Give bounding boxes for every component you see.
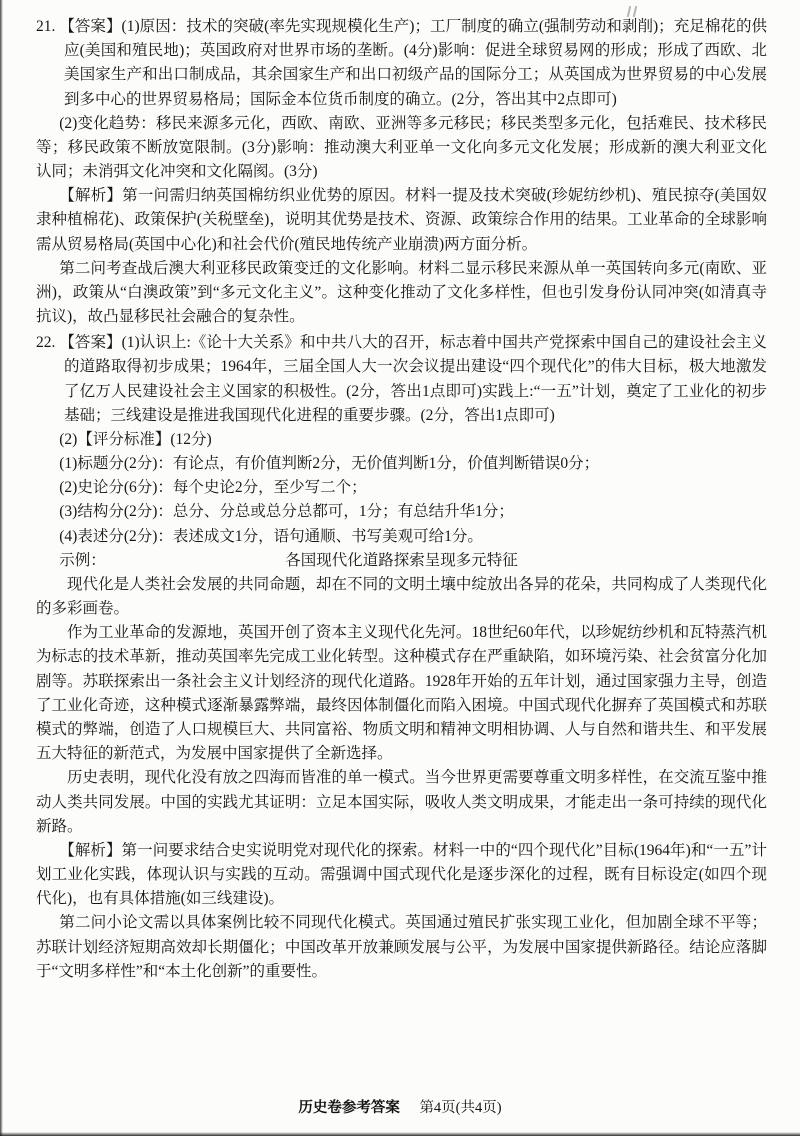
paragraph-text: (4)表述分(2分)：表述成文1分，语句通顺、书写美观可给1分。 — [59, 527, 483, 545]
answer-paragraph — [36, 525, 767, 549]
scan-edge-artifact-left — [0, 0, 3, 1136]
question-number: 22. — [36, 334, 56, 352]
answer-paragraph — [36, 911, 767, 984]
answer-paragraph — [36, 184, 767, 257]
paragraph-text: (3)结构分(2分)：总分、分总或总分总都可，1分；有总结升华1分； — [59, 503, 514, 521]
paragraph-text: 现代化是人类社会发展的共同命题，却在不同的文明土壤中绽放出各异的花朵，共同构成了人类现代化的多彩画卷。 — [36, 575, 767, 618]
answer-paragraph — [36, 839, 767, 912]
paragraph-text: 【答案】(1)认识上:《论十大关系》和中共八大的召开，标志着中国共产党探索中国自己的建设社会主义的道路取得初步成果；1964年，三届全国人大一次会议提出建设“四个现代化”的伟大目标，极大地激发了亿万人民建设社会主义国家的积极性。(2分，答出1点即可)实践上:“一五”计划，奠定了工业化的初步基础；三线建设是推进我国现代化进程的重要步骤。(2分，答出1点即可) — [59, 334, 767, 424]
answer-paragraph — [36, 112, 767, 185]
scan-edge-artifact-bottom — [0, 1132, 800, 1136]
paragraph-text: 第二问考查战后澳大利亚移民政策变迁的文化影响。材料二显示移民来源从单一英国转向多元(南欧、亚洲)，政策从“白澳政策”到“多元文化主义”。这种变化推动了文化多样性，但也引发身份认同冲突(如清真寺抗议)，故凸显移民社会融合的复杂性。 — [36, 259, 767, 326]
paragraph-text: (2)史论分(6分)：每个史论2分，至少写二个； — [59, 479, 367, 497]
answer-paragraph — [36, 452, 767, 476]
paragraph-text: 第二问小论文需以具体案例比较不同现代化模式。英国通过殖民扩张实现工业化，但加剧全球不平等；苏联计划经济短期高效却长期僵化；中国改革开放兼顾发展与公平，为发展中国家提供新路径。结论应落脚于“文明多样性”和“本土化创新”的重要性。 — [36, 914, 767, 980]
paragraph-text: (1)标题分(2分)：有论点，有价值判断2分，无价值判断1分，价值判断错误0分； — [59, 455, 600, 473]
paragraph-text: 作为工业革命的发源地，英国开创了资本主义现代化先河。18世纪60年代，以珍妮纺纱机和瓦特蒸汽机为标志的技术革新，推动英国率先完成工业化转型。这种模式存在严重缺陷，如环境污染、社会贫富分化加剧等。苏联探索出一条社会主义计划经济的现代化道路。1928年开始的五年计划，通过国家强力主导，创造了工业化奇迹，这种模式逐渐暴露弊端，最终因体制僵化而陷入困境。中国式现代化摒弃了英国模式和苏联模式的弊端，创造了人口规模巨大、共同富裕、物质文明和精神文明相协调、人与自然和谐共生、和平发展五大特征的新范式，为发展中国家提供了全新选择。 — [36, 624, 767, 763]
answer-paragraph — [36, 257, 767, 330]
answer-key-content — [36, 13, 767, 984]
footer-page-number: 第4页(共4页) — [419, 1100, 502, 1116]
answer-paragraph — [36, 766, 767, 839]
paragraph-text: (2)变化趋势：移民来源多元化，西欧、南欧、亚洲等多元移民；移民类型多元化，包括难民、技术移民等；移民政策不断放宽限制。(3分)影响：推动澳大利亚单一文化向多元文化发展；形成新的澳大利亚文化认同；未消弭文化冲突和文化隔阂。(3分) — [36, 114, 767, 181]
answer-paragraph — [36, 549, 767, 573]
answer-paragraph — [36, 331, 767, 428]
answer-paragraph — [36, 428, 767, 452]
answer-paragraph — [36, 621, 767, 766]
answer-paragraph — [36, 573, 767, 621]
example-label: 示例： — [59, 551, 106, 569]
paragraph-text: 各国现代化道路探索呈现多元特征 — [285, 551, 518, 569]
footer-paper-title: 历史卷参考答案 — [298, 1100, 400, 1116]
paragraph-text: (2)【评分标准】(12分) — [59, 430, 212, 448]
paragraph-text: 【答案】(1)原因：技术的突破(率先实现规模化生产)；工厂制度的确立(强制劳动和剥削)；充足棉花的供应(美国和殖民地)；英国政府对世界市场的垄断。(4分)影响：促进全球贸易网的形成；形成了西欧、北美国家生产和出口制成品，其余国家生产和出口初级产品的国际分工；从英国成为世界贸易的中心发展到多中心的世界贸易格局；国际金本位货币制度的确立。(2分，答出其中2点即可) — [59, 18, 767, 108]
page-footer — [0, 1096, 800, 1117]
answer-paragraph — [36, 15, 767, 112]
paragraph-text: 【解析】第一问要求结合史实说明党对现代化的探索。材料一中的“四个现代化”目标(1964年)和“一五”计划工业化实践，体现认识与实践的互动。需强调中国式现代化是逐步深化的过程，既有目标设定(如四个现代化)，也有具体措施(如三线建设)。 — [36, 841, 767, 908]
question-number: 21. — [36, 18, 56, 35]
paragraph-text: 【解析】第一问需归纳英国棉纺织业优势的原因。材料一提及技术突破(珍妮纺纱机)、殖民掠夺(美国奴隶种植棉花)、政策保护(关税壁垒)，说明其优势是技术、资源、政策综合作用的结果。工业革命的全球影响需从贸易格局(英国中心化)和社会代价(殖民地传统产业崩溃)两方面分析。 — [36, 187, 767, 253]
paragraph-text: 历史表明，现代化没有放之四海而皆准的单一模式。当今世界更需要尊重文明多样性，在交流互鉴中推动人类共同发展。中国的实践尤其证明：立足本国实际，吸收人类文明成果，才能走出一条可持续的现代化新路。 — [36, 769, 767, 835]
answer-paragraph — [36, 476, 767, 500]
answer-paragraph — [36, 500, 767, 524]
